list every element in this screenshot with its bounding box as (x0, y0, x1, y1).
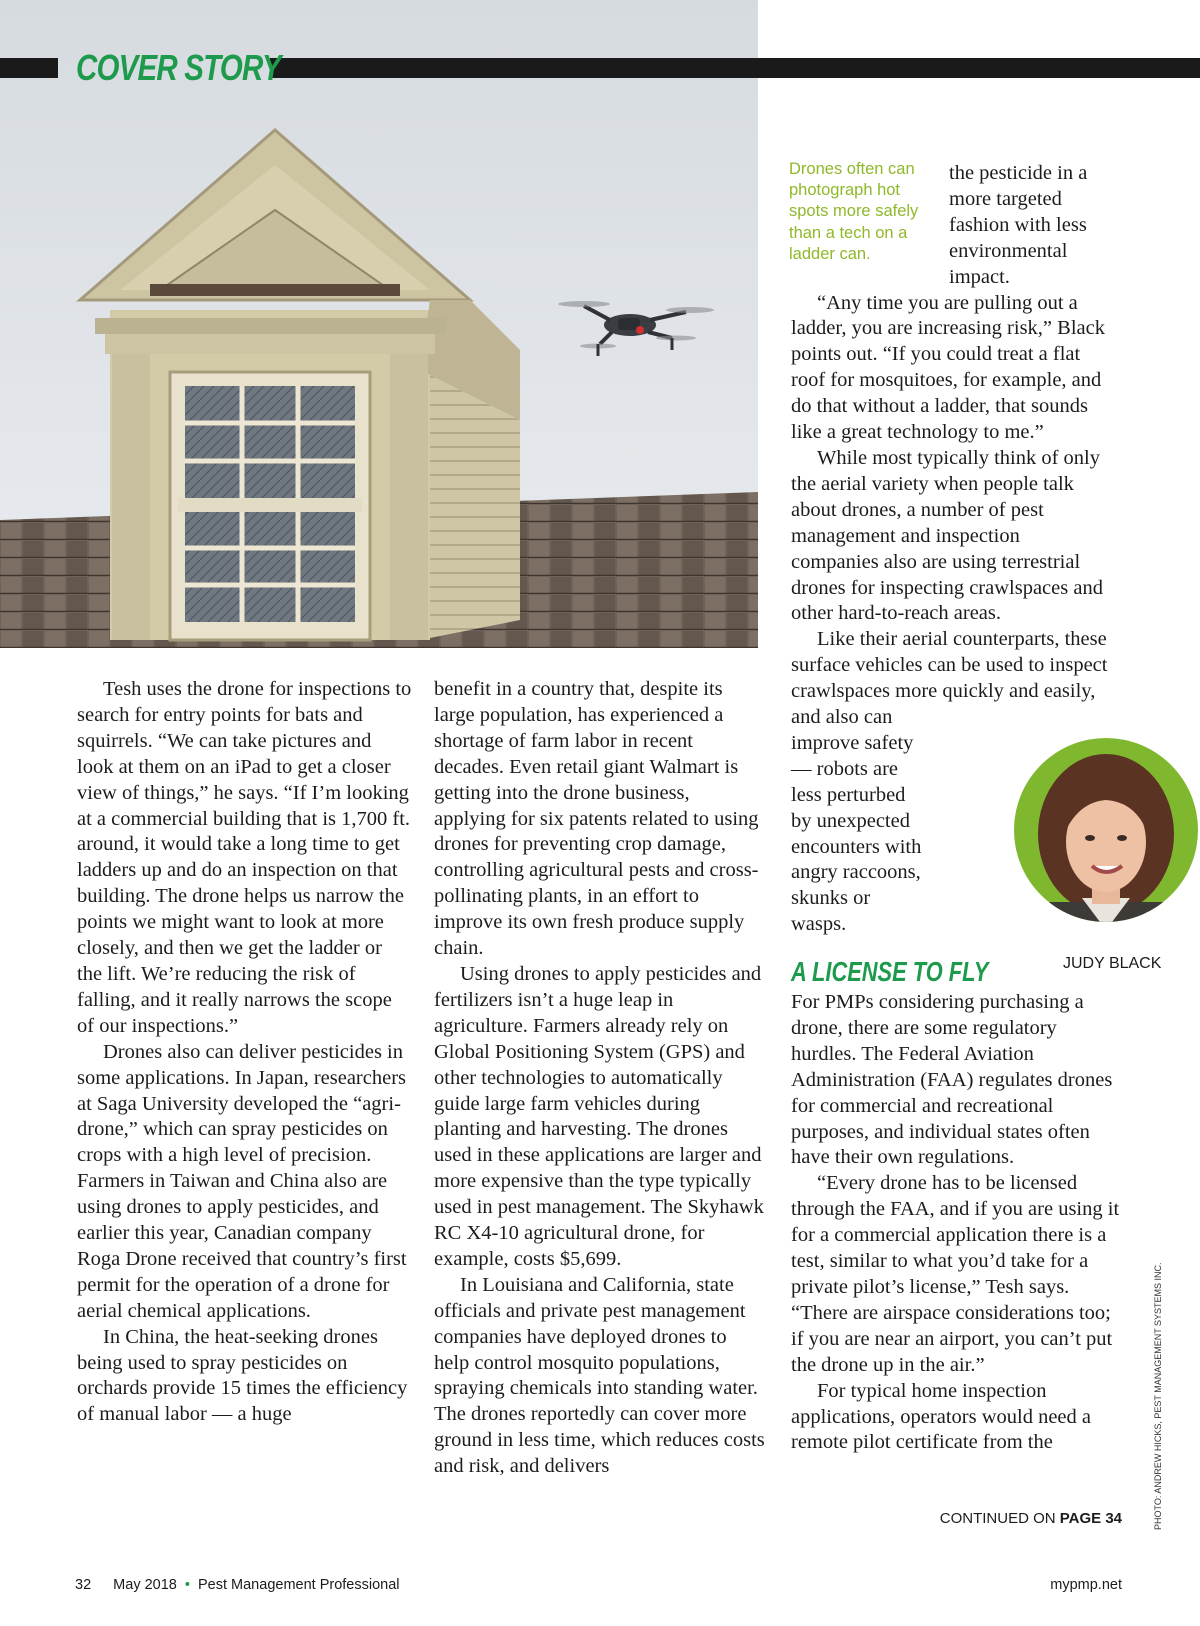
footer-separator: • (184, 1577, 190, 1593)
paragraph: In China, the heat-seeking drones being used to spray pesticides on orchards provide 15 times the efficiency of manual labor — a huge (77, 1325, 408, 1426)
continued-page: PAGE 34 (1059, 1510, 1122, 1527)
section-bar-left (0, 58, 58, 78)
section-bar-right (270, 58, 1200, 78)
paragraph: While most typically think of only the aerial variety when people talk about drones, a number of pest management and inspection companies also are using terrestrial drones for inspecting crawlspaces and other hard-to-reach areas. (791, 446, 1103, 625)
section-subhead: A LICENSE TO FLY (791, 956, 989, 987)
paragraph: In Louisiana and California, state officials and private pest management companies have deployed drones to help control mosquito populations, spraying chemicals into standing water. The drones reportedly can cover more ground in less time, which reduces costs and risk, and delivers (434, 1273, 765, 1478)
house-dormer-drone-photo (0, 0, 758, 648)
paragraph: Drones also can deliver pesticides in some applications. In Japan, researchers at Saga University developed the “agri-drone,” which can spray pesticides on crops with a high level of precision. Farmers in Taiwan and China also are using drones to apply pesticides, and earlier this year, Canadian company Roga Drone received that country’s first permit for the operation of a drone for aerial chemical applications. (77, 1040, 407, 1322)
paragraph: Using drones to apply pesticides and fertilizers isn’t a huge leap in agriculture. Farmers already rely on Global Positioning System (GPS) and other technologies to automatically guide large farm vehicles during planting and harvesting. The drones used in these applications are larger and more expensive than the type typically used in pest management. The Skyhawk RC X4-10 agricultural drone, for example, costs $5,699. (434, 962, 764, 1270)
portrait-caption: JUDY BLACK (1063, 955, 1162, 972)
body-column-3-bottom (791, 990, 1121, 1456)
paragraph: Like their aerial counterparts, these surface vehicles can be used to inspect crawlspaces more quickly and easily, and also can improve safety — robots are less perturbed by unexpected encounters with angry raccoons, skunks or wasps. (791, 628, 1108, 936)
paragraph: “Every drone has to be licensed through the FAA, and if you are using it for a commercial application there is a test, similar to what you’d take for a private pilot’s license,” Tesh says. “There are airspace considerations too; if you are near an airport, you can’t put the drone up in the air.” (791, 1172, 1120, 1376)
portrait (1008, 730, 1200, 940)
body-column-1 (77, 677, 412, 1428)
hero-photo (0, 0, 758, 648)
judy-black-portrait (1008, 730, 1200, 940)
photo-credit: PHOTO: ANDREW HICKS, PEST MANAGEMENT SYSTEMS INC. (1153, 1262, 1163, 1530)
continued-prefix: CONTINUED ON (939, 1510, 1060, 1527)
pull-quote: Drones often can photograph hot spots more safely than a tech on a ladder can. (789, 160, 919, 263)
magazine-name: Pest Management Professional (198, 1577, 400, 1593)
section-label: COVER STORY (76, 47, 281, 88)
paragraph: Tesh uses the drone for inspections to search for entry points for bats and squirrels. “We can take pictures and look at them on an iPad to get a closer view of things,” he says. “If I’m looking at a commercial building that is 1,700 ft. around, it would take a long time to get ladders up and do an inspection on that building. The drone helps us narrow the points we might want to look at more closely, and then we get the ladder or the lift. We’re reducing the risk of falling, and it really narrows the scope of our inspections.” (77, 678, 412, 1037)
website: mypmp.net (1050, 1577, 1122, 1593)
issue-date: May 2018 (113, 1577, 177, 1593)
page-number: 32 (75, 1577, 92, 1593)
footer-left (75, 1577, 400, 1593)
paragraph: For PMPs considering purchasing a drone, there are some regulatory hurdles. The Federal Aviation Administration (FAA) regulates drones for commercial and recreational purposes, and individual states often have their own regulations. (791, 991, 1113, 1169)
paragraph: benefit in a country that, despite its large population, has experienced a shortage of farm labor in recent decades. Even retail giant Walmart is getting into the drone business, applying for six patents related to using drones for preventing crop damage, controlling agricultural pests and cross-pollinating plants, in an effort to improve its own fresh produce supply chain. (434, 678, 759, 960)
paragraph: For typical home inspection applications, operators would need a remote pilot certificate from the (791, 1379, 1092, 1454)
body-column-2 (434, 677, 766, 1480)
paragraph: the pesticide in a more targeted fashion with less environmental impact. (949, 162, 1088, 288)
continued-on (940, 1510, 1122, 1527)
paragraph: “Any time you are pulling out a ladder, you are increasing risk,” Black points out. “If you could treat a flat roof for mosquitoes, for example, and do that without a ladder, that sounds like a great technology to me.” (791, 291, 1105, 444)
